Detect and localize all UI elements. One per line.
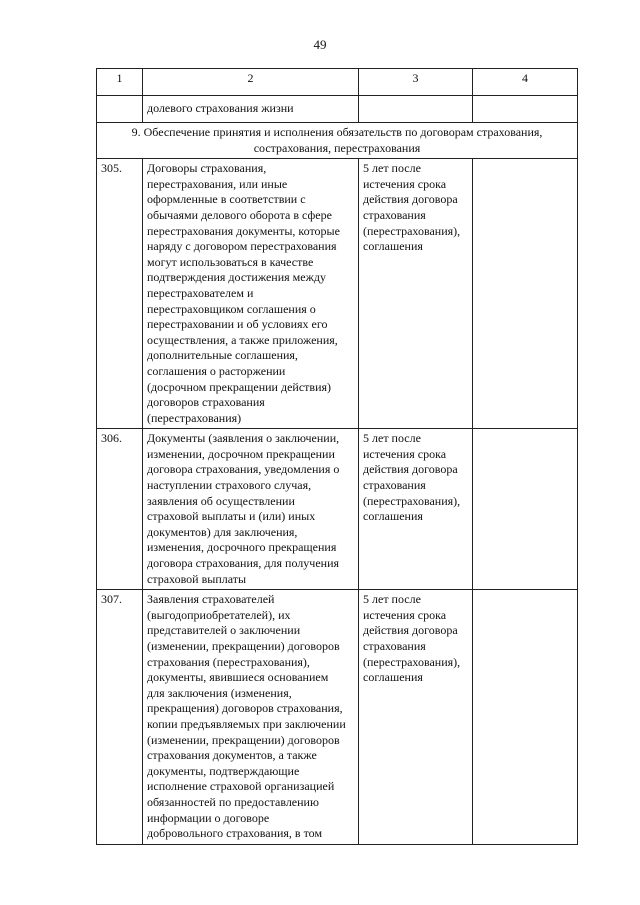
- continuation-period-cell: [359, 96, 473, 123]
- row-note: [473, 590, 578, 845]
- continuation-num-cell: [97, 96, 143, 123]
- row-period: [359, 429, 473, 590]
- table-row: [97, 429, 578, 590]
- retention-table: [96, 68, 578, 845]
- row-period-text: 5 лет после истечения срока действия договора страхования (перестрахования), соглашения: [363, 161, 461, 254]
- section-row: [97, 123, 578, 159]
- continuation-text: долевого страхования жизни: [143, 96, 359, 123]
- row-period: [359, 590, 473, 845]
- row-description-text: Заявления страхователей (выгодоприобретателей), их представителей о заключении (изменении, прекращении) договоров страхования (перестрахования), документы, явившиеся основанием для заключения (изменения, прекращения) договоров страхования, копии предъявляемых при заключении (изменении, прекращении) договоров страхования документов, а также документы, подтверждающие исполнение страховой организацией обязанностей по предоставлению информации о договоре добровольного страхования, в том: [147, 592, 346, 841]
- row-description: [143, 159, 359, 429]
- header-row: [97, 69, 578, 96]
- row-number: 307.: [97, 590, 143, 845]
- section-title: [97, 123, 578, 159]
- row-period-text: 5 лет после истечения срока действия договора страхования (перестрахования), соглашения: [363, 431, 461, 524]
- row-description-text: Документы (заявления о заключении, изменении, досрочном прекращении договора страхования, уведомления о наступлении страхового случая, заявления об осуществлении страховой выплаты и (или) иных документов) для заключения, изменения, досрочного прекращения договора страхования, для получения страховой выплаты: [147, 431, 340, 586]
- continuation-note-cell: [473, 96, 578, 123]
- row-period: [359, 159, 473, 429]
- row-note: [473, 159, 578, 429]
- row-description: [143, 429, 359, 590]
- header-col-2: 2: [143, 69, 359, 96]
- table-row: [97, 159, 578, 429]
- row-period-text: 5 лет после истечения срока действия договора страхования (перестрахования), соглашения: [363, 592, 461, 685]
- row-description: [143, 590, 359, 845]
- header-col-4: 4: [473, 69, 578, 96]
- row-number: 305.: [97, 159, 143, 429]
- continuation-row: [97, 96, 578, 123]
- page-number: 49: [313, 37, 327, 52]
- row-description-text: Договоры страхования, перестрахования, или иные оформленные в соответствии с обычаями делового оборота в сфере перестрахования документы, которые наряду с договором перестрахования могут использоваться в качестве подтверждения достижения между перестрахователем и перестраховщиком соглашения о перестраховании и об условиях его осуществления, а также приложения, дополнительные соглашения, соглашения о расторжении (досрочном прекращении действия) договоров страхования (перестрахования): [147, 161, 340, 425]
- header-col-1: 1: [97, 69, 143, 96]
- header-col-3: 3: [359, 69, 473, 96]
- row-note: [473, 429, 578, 590]
- row-number: 306.: [97, 429, 143, 590]
- table-row: [97, 590, 578, 845]
- section-title-text: 9. Обеспечение принятия и исполнения обязательств по договорам страхования, сострахования, перестрахования: [131, 125, 543, 155]
